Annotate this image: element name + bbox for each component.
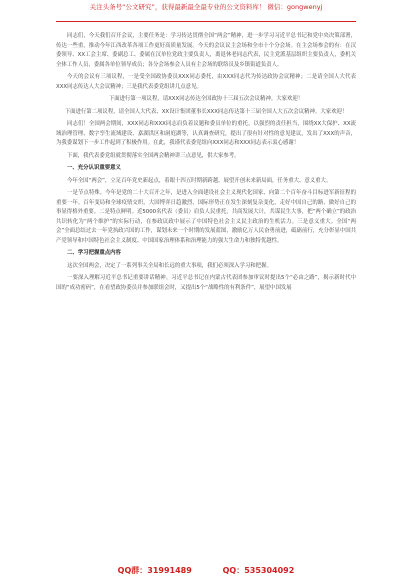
footer-contact (56, 565, 356, 577)
qq-number: QQ：535304092 (222, 566, 295, 575)
paragraph: 今年全国“两会”，立足百年党史新起点，着眼十四五时期新跨越，展望开创未来新局面，任务重大、意义重大。 (67, 177, 332, 184)
document-body (56, 32, 356, 296)
paragraph: 同志们，今天我们召开会议，主要任务是：学习传达贯彻全国“两会”精神，进一步学习习近平总书记和党中央决策部署，传达一些重，推动今年江西改革各项工作更好高质量发展。今天的会议议主会场和全市十个分会场。在主会场参会的有：在汉委领导、XX工会主席、委副总工、委属在汉单位党政主要负责人，离退休老同志代表，民主党派基层组织主要负责人，委机关全体工作人员，委属各单位领导成员；各分会场参会人员有主会场的联络员及乡镇街道负责人。 (56, 33, 356, 68)
qq-group: QQ群：31991489 (117, 566, 192, 575)
paragraph: 今天的会议有三项议程，一是受全国政协委员XXX同志委托，由XXX同志代为传达政协会议精神；二是请全国人大代表XXX同志传达人大会议精神；三是我代表委党组讲几点意见。 (56, 74, 356, 90)
section-heading: 二、学习把握重点内容 (67, 250, 121, 256)
paragraph: 下面进行第一项议程，请XXX同志传达全国政协十三届五次会议精神。大家欢迎！ (108, 96, 304, 102)
header-banner (56, 3, 356, 22)
paragraph: 一是节点特殊。今年是党的二十大召开之年，是进入全面建设社会主义现代化国家、向第二个百年奋斗目标进军新征程的重要一年。百年变局和全球疫情交织，大国博弈日趋激烈，国际形势正在发生深刻复杂变化，走好中国自己的路，做好自己的事显得格外重要。二是特点鲜明。近5000名代表（委员）肩负人民重托，共商发展大计，共谋民生大事，把“两个确立”的政治共识转化为“两个维护”的实际行动，在参政议政中展示了中国特色社会主义民主政治的生机活力。三是意义重大。全国“两会”全面总结过去一年党执政兴国的工作，谋划未来一个时期的发展蓝图，激励亿万人民奋勇前进，砥砺前行，充分彰显中国共产党领导和中国特色社会主义制度、中国国家治理体系和治理能力的强大生命力和独特优越性。 (56, 190, 356, 244)
paragraph: 下面，我代表委党组就贯彻落实全国两会精神讲三点意见，供大家参考。 (67, 152, 240, 159)
paragraph: 这次全国两会，决定了一系列事关全局和长远的重大事项，我们必须深入学习和把握。 (67, 262, 272, 269)
paragraph: 一要深入理解习近平总书记重要讲话精神。习近平总书记在内蒙古代表团参加审议时提出5个“必由之路”，揭示新时代中国的“成功密码”，在看望政协委员并参加联组会时，又提出5个“战略性的有利条件”，展望中国发展 (56, 275, 356, 291)
banner-line: 关注头条号“公文研究”，获得最新最全最专业的公文资料库！ 微信：gongwenyj (89, 3, 323, 11)
section-heading: 一、充分认识重要意义 (67, 165, 121, 171)
paragraph: 同志们！全国两会期间，XXX同志和XXX同志肩负着议题和委员单位的重托，以强烈的责任担当，围绕XX大保护、XX流域治理管理、数字孪生流域建设、嘉湖洪区和洞庭湖等，认真调查研究，提出了很有针对性的意见建议，发出了XXX的声音，为我委谋划下一步工作起到了积极作用。在此，我谨代表委党组向XXX同志和XXX同志表示衷心感谢！ (56, 121, 356, 146)
paragraph: 下面进行第二项议程，请全国人大代表、XX设计集团董事长XXX同志传达第十三届全国人大五次会议精神。大家欢迎！ (64, 108, 348, 115)
